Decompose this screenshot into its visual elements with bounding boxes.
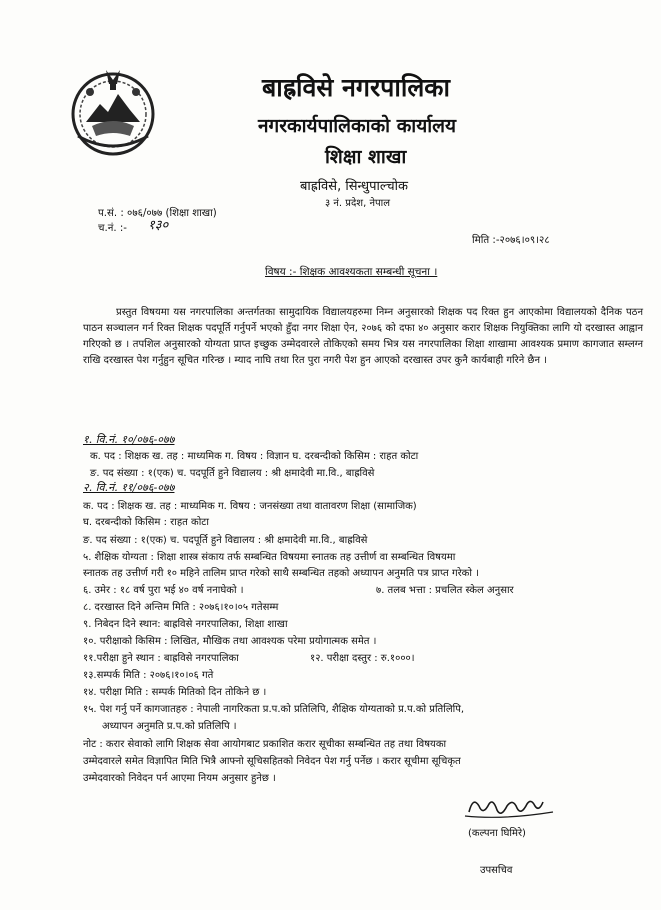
exam-type: १०. परीक्षाको किसिम : लिखित, मौखिक तथा आवश्यक परेमा प्रयोगात्मक समेत । xyxy=(83,636,377,647)
application-place: ९. निबेदन दिने स्थान: बाह्रविसे नगरपालिका, शिक्षा शाखा xyxy=(83,619,288,630)
vacancy-2-line-2: घ. दरबन्दीको किसिम : राहत कोटा xyxy=(83,517,209,528)
letter-date: मिति :-२०७६।०९।२८ xyxy=(472,235,550,246)
address-line-2: ३ नं. प्रदेश, नेपाल xyxy=(325,198,391,209)
vacancy-1-heading: १. वि.नं. १०/०७६-०७७ xyxy=(83,433,175,446)
letter-number: प.सं. : ०७६/०७७ (शिक्षा शाखा) xyxy=(98,208,217,219)
vacancy-1-line-2: ङ. पद संख्या : १(एक) च. पदपूर्ति हुने विद्यालय : श्री क्षमादेवी मा.वि., बाह्रविसे xyxy=(90,468,375,479)
exam-date: १४. परीक्षा मिति : सम्पर्क मितिको दिन तोकिने छ । xyxy=(83,687,267,698)
vacancy-2-line-1: क. पद : शिक्षक ख. तह : माध्यमिक ग. विषय : जनसंख्या तथा वातावरण शिक्षा (सामाजिक) xyxy=(83,501,417,512)
documents-line-1: १५. पेश गर्नु पर्ने कागजातहरु : नेपाली नागरिकता प्र.प.को प्रतिलिपि, शैक्षिक योग्यताको प्र.प.को प्रतिलिपि, xyxy=(83,704,465,715)
vacancy-1-line-1: क. पद : शिक्षक ख. तह : माध्यमिक ग. विषय : विज्ञान घ. दरबन्दीको किसिम : राहत कोटा xyxy=(90,451,419,462)
section-name: शिक्षा शाखा xyxy=(325,146,407,168)
signatory-name: (कल्पना घिमिरे) xyxy=(468,828,526,839)
exam-fee: १२. परीक्षा दस्तुर : रु.१०००। xyxy=(310,653,415,664)
body-paragraph: प्रस्तुत विषयमा यस नगरपालिका अन्तर्गतका सामुदायिक विद्यालयहरुमा निम्न अनुसारको शिक्षक पद रिक्त हुन आएकोमा विद्यालयको दैनिक पठन पाठन सञ्चालन गर्न रिक्त शिक्षक पदपूर्ति गर्नुपर्ने भएको हुँदा नगर शिक्षा ऐन, २०७६ को दफा ४० अनुसार करार शिक्षक नियुक्तिका लागि यो दरखास्त आह्वान गरिएको छ । तपशिल अनुसारको योग्यता प्राप्त इच्छुक उम्मेदवारले तोकिएको समय भित्र यस नगरपालिका शिक्षा शाखामा आवश्यक प्रमाण कागजात सम्लग्न राखि दरखास्त पेश गर्नुहुन सूचित गरिन्छ । म्याद नाघि तथा रित पुरा नगरी पेश हुन आएको दरखास्त उपर कुनै कार्यबाही गरिने छैन । xyxy=(83,307,643,366)
age-requirement: ६. उमेर : १८ वर्ष पुरा भई ४० वर्ष ननाघेको । xyxy=(83,585,244,596)
qualification-line-1: ५. शैक्षिक योग्यता : शिक्षा शास्त्र संकाय तर्फ सम्बन्धित विषयमा स्नातक तह उत्तीर्ण वा सम्बन्धित विषयमा xyxy=(83,552,456,563)
salary-info: ७. तलब भत्ता : प्रचलित स्केल अनुसार xyxy=(376,585,514,596)
contact-date: १३.सम्पर्क मिति : २०७६।१०।०६ गते xyxy=(83,670,214,681)
vacancy-2-line-3: ङ. पद संख्या : १(एक) च. पदपूर्ति हुने विद्यालय : श्री क्षमादेवी मा.वि., बाह्रविसे xyxy=(83,535,368,546)
dispatch-number: १३० xyxy=(148,218,169,233)
documents-line-2: अध्यापन अनुमति प्र.प.को प्रतिलिपि । xyxy=(102,721,237,732)
municipality-name: बाह्रविसे नगरपालिका xyxy=(262,73,450,102)
exam-location: ११.परीक्षा हुने स्थान : बाह्रविसे नगरपालिका xyxy=(83,653,239,664)
qualification-line-2: स्नातक तह उत्तीर्ण गरी १० महिने तालिम प्राप्त गरेको साथै सम्बन्धित तहको अध्यापन अनुमति पत्र प्राप्त गरेको । xyxy=(83,568,479,579)
dispatch-label: च.नं. :- xyxy=(98,223,127,234)
office-name: नगरकार्यपालिकाको कार्यालय xyxy=(258,115,457,137)
note-line-1: नोट : करार सेवाको लागि शिक्षक सेवा आयोगबाट प्रकाशित करार सूचीका सम्बन्धित तह तथा विषयका xyxy=(83,739,447,750)
signatory-title: उपसचिव xyxy=(480,865,513,876)
vacancy-2-heading: २. वि.नं. ११/०७६-०७७ xyxy=(83,481,175,494)
handwritten-signature xyxy=(463,792,557,822)
nepal-emblem-icon xyxy=(70,64,156,158)
address-line-1: बाह्रविसे, सिन्धुपाल्चोक xyxy=(300,179,408,194)
application-deadline: ८. दरखास्त दिने अन्तिम मिति : २०७६।१०।०५ गतेसम्म xyxy=(83,602,279,613)
note-line-3: उम्मेदवारको निवेदन पर्न आएमा नियम अनुसार हुनेछ । xyxy=(83,773,276,784)
subject-line: विषय :- शिक्षक आवश्यकता सम्बन्धी सूचना । xyxy=(265,266,438,278)
note-line-2: उम्मेदवारले समेत विज्ञापित मिति भित्रै आफ्नो सूचिसहितको निवेदन पेश गर्नु पर्नेछ । करार सूचीमा सूचिकृत xyxy=(83,756,461,767)
